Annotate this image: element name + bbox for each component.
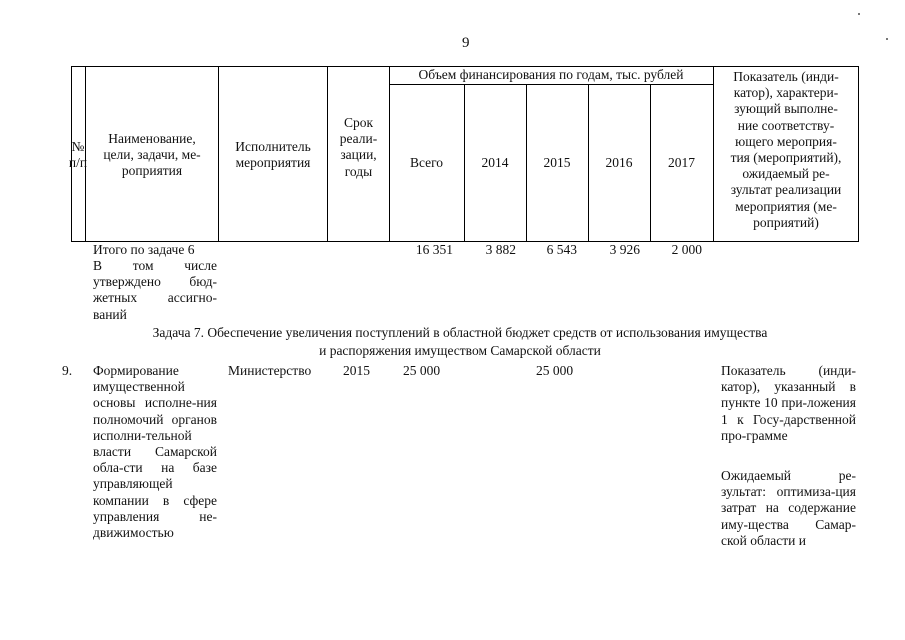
total-row-2016: 3 926: [609, 242, 640, 257]
task-heading-line2: и распоряжения имуществом Самарской области: [319, 343, 601, 358]
total-row-2015: 6 543: [546, 242, 577, 257]
col-border: [858, 66, 859, 242]
header-year-2017: 2017: [668, 155, 695, 170]
scan-speck: [858, 13, 860, 15]
row9-number: 9.: [62, 363, 73, 378]
header-funding-title: Объем финансирования по годам, тыс. рублей: [418, 67, 684, 82]
row9-executor: Министерство: [228, 363, 312, 378]
total-row-2017: 2 000: [671, 242, 702, 257]
header-executor: Исполнитель мероприятия: [235, 139, 311, 171]
row9-expected-result: Ожидаемый ре-зультат: оптимиза-ция затрат на содержание иму-щества Самар-ской области и: [721, 468, 856, 548]
funding-subheader-line: [389, 84, 713, 85]
row9-2015: 25 000: [536, 363, 574, 378]
total-row-total: 16 351: [415, 242, 453, 257]
scan-speck: [886, 38, 888, 40]
task-heading-line1: Задача 7. Обеспечение увеличения поступлений в областной бюджет средств от использования имущества: [152, 325, 768, 340]
row9-name: Формирование имущественной основы исполне-ния полномочий органов исполни-тельной власти Самарской обла-сти на базе управляющей компании в сфере управления не-движимостью: [93, 363, 217, 541]
row9-total: 25 000: [403, 363, 441, 378]
header-no: № п/п: [68, 139, 88, 171]
header-term: Срок реали- зации, годы: [339, 115, 378, 179]
col-border: [389, 66, 390, 242]
header-year-2015: 2015: [543, 155, 571, 170]
header-year-2014: 2014: [481, 155, 509, 170]
page-number: 9: [462, 35, 470, 51]
row9-indicator: Показатель (инди-катор), указанный в пункте 10 при-ложения 1 к Госу-дарственной про-грамме: [721, 363, 856, 443]
row9-term: 2015: [343, 363, 370, 378]
total-row-label: Итого по задаче 6: [93, 242, 195, 257]
header-total: Всего: [409, 155, 444, 170]
total-row-2014: 3 882: [485, 242, 516, 257]
header-year-2016: 2016: [605, 155, 633, 170]
header-indicator: Показатель (инди- катор), характери- зующий выполне- ние соответству- ющего мероприя- тия (мероприятий), ожидаемый ре- зультат реализации мероприятия (ме- роприятий): [730, 69, 842, 230]
header-name: Наименование, цели, задачи, ме- роприятия: [103, 131, 201, 179]
total-row-sublabel: В том числе утверждено бюд-жетных ассигно-ваний: [93, 258, 217, 322]
